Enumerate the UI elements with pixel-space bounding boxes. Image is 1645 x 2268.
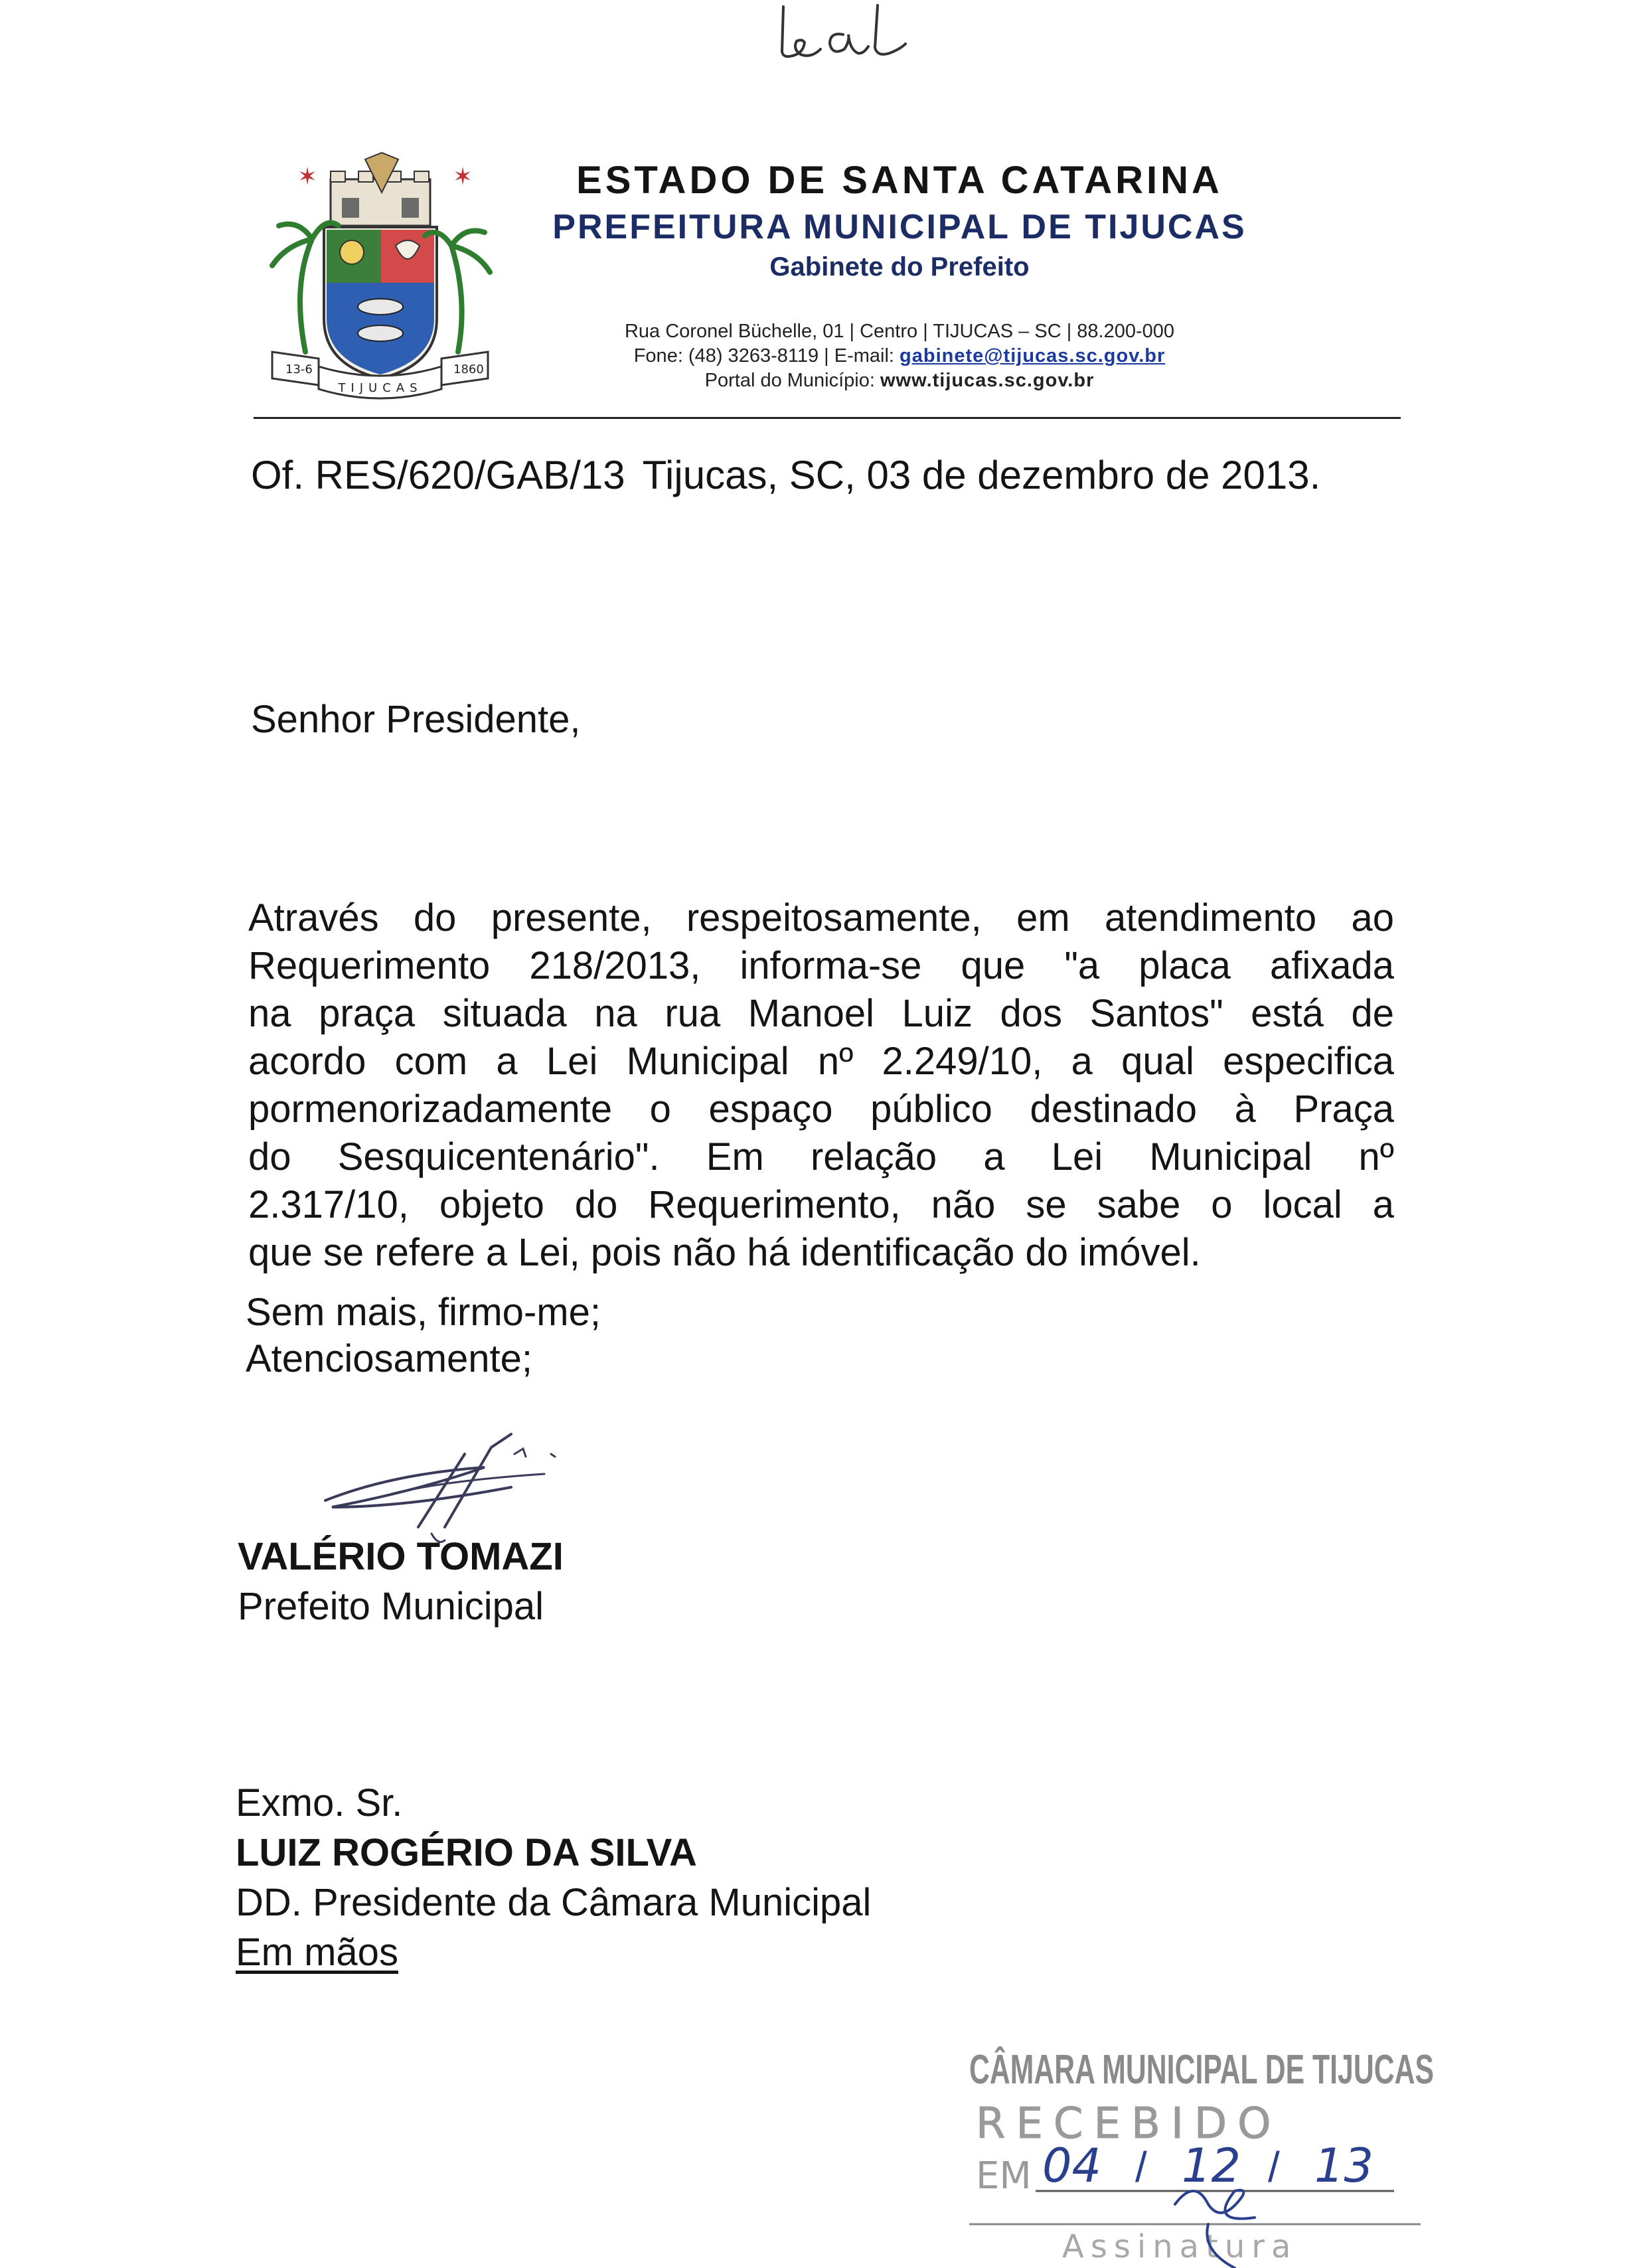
document-reference: Of. RES/620/GAB/13 xyxy=(251,453,625,497)
stamp-received: RECEBIDO xyxy=(976,2099,1282,2148)
coat-of-arms-name: TIJUCAS xyxy=(338,381,423,395)
signer-title: Prefeito Municipal xyxy=(238,1585,544,1628)
reference-line xyxy=(251,451,1320,499)
addressee-salutation: Exmo. Sr. xyxy=(236,1781,403,1824)
stamp-signature-label: Assinatura xyxy=(1062,2228,1298,2265)
handwritten-signature xyxy=(312,1427,591,1547)
main-paragraph xyxy=(248,894,1394,1277)
letterhead-portal-label: Portal do Município: xyxy=(704,370,880,391)
letterhead-office: Gabinete do Prefeito xyxy=(769,252,1030,282)
paragraph-line: pormenorizadamente o espaço público destinado à Praça xyxy=(248,1088,1394,1131)
header-divider xyxy=(254,417,1401,419)
paragraph-line: Requerimento 218/2013, informa-se que "a placa afixada xyxy=(248,944,1394,987)
paragraph-line: acordo com a Lei Municipal nº 2.249/10, a qual especifica xyxy=(248,1040,1394,1083)
closing-regards: Atenciosamente; xyxy=(246,1337,533,1380)
letterhead-contact xyxy=(495,345,1304,367)
delivery-note: Em mãos xyxy=(236,1931,398,1974)
paragraph-line: do Sesquicentenário". Em relação a Lei Municipal nº xyxy=(248,1135,1394,1178)
paragraph-line: na praça situada na rua Manoel Luiz dos Santos" está de xyxy=(248,992,1394,1035)
addressee-title: DD. Presidente da Câmara Municipal xyxy=(236,1881,872,1924)
paragraph-line: Através do presente, respeitosamente, em atendimento ao xyxy=(248,896,1394,939)
letterhead-portal xyxy=(495,370,1304,392)
letterhead-portal-url[interactable]: www.tijucas.sc.gov.br xyxy=(880,370,1095,391)
stamp-year: 13 xyxy=(1314,2139,1374,2193)
svg-text:✶: ✶ xyxy=(297,163,318,190)
salutation: Senhor Presidente, xyxy=(251,698,581,741)
receipt-stamp xyxy=(956,2025,1447,2268)
handwritten-note-text: Leal xyxy=(763,0,765,1)
svg-text:/: / xyxy=(1268,2143,1280,2191)
stamp-institution: CÂMARA MUNICIPAL DE TIJUCAS xyxy=(969,2047,1434,2093)
place-date: Tijucas, SC, 03 de dezembro de 2013. xyxy=(642,453,1321,497)
letterhead-prefecture: PREFEITURA MUNICIPAL DE TIJUCAS xyxy=(552,208,1247,246)
stamp-em-label: EM xyxy=(976,2154,1032,2198)
closing-line: Sem mais, firmo-me; xyxy=(246,1291,601,1334)
letterhead-phone: Fone: (48) 3263-8119 | E-mail: xyxy=(633,345,900,366)
stamp-day: 04 xyxy=(1042,2139,1102,2193)
paragraph-line: 2.317/10, objeto do Requerimento, não se sabe o local a xyxy=(248,1183,1394,1226)
signer-name: VALÉRIO TOMAZI xyxy=(238,1535,564,1578)
svg-text:/: / xyxy=(1135,2143,1147,2191)
coat-of-arms-date: 13-6 xyxy=(285,363,313,376)
letterhead-address: Rua Coronel Büchelle, 01 | Centro | TIJUCAS – SC | 88.200-000 xyxy=(624,321,1175,342)
svg-text:✶: ✶ xyxy=(453,163,473,190)
letterhead-email-link[interactable]: gabinete@tijucas.sc.gov.br xyxy=(900,345,1166,366)
coat-of-arms-year: 1860 xyxy=(453,363,484,376)
handwritten-note xyxy=(763,0,936,73)
letterhead-state: ESTADO DE SANTA CATARINA xyxy=(576,159,1223,202)
coat-of-arms-logo xyxy=(266,153,495,398)
paragraph-line: que se refere a Lei, pois não há identificação do imóvel. xyxy=(248,1231,1201,1274)
addressee-name: LUIZ ROGÉRIO DA SILVA xyxy=(236,1831,697,1874)
stamp-month: 12 xyxy=(1182,2139,1241,2193)
